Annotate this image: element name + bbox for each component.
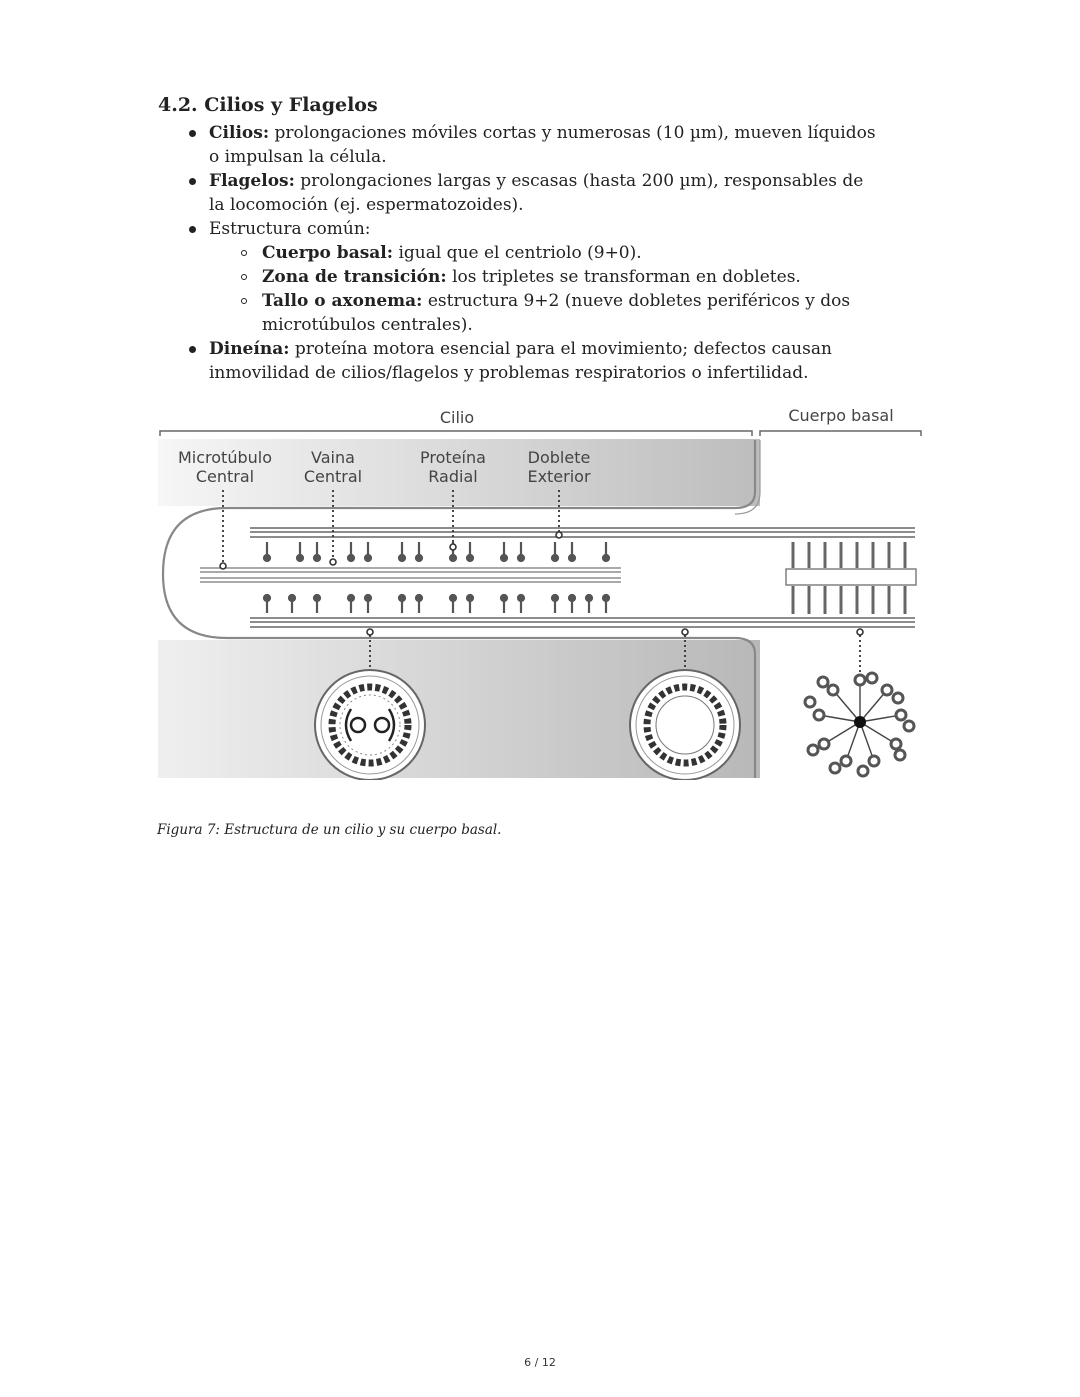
label-microtubulo-1: Microtúbulo (177, 448, 273, 467)
text-dineina: proteína motora esencial para el movimiento; defectos causan inmovilidad de cilios/flagelos y problemas respiratorios o infertilidad. (209, 339, 832, 383)
term-cuerpo-basal: Cuerpo basal: (262, 243, 394, 263)
text-cilios: prolongaciones móviles cortas y numerosas (10 µm), mueven líquidos o impulsan la célula. (209, 123, 876, 167)
pointer-ends-bottom (367, 629, 863, 635)
label-doblete-1: Doblete (527, 448, 591, 467)
section-heading: 4.2. Cilios y Flagelos (158, 94, 378, 116)
figure-caption: Figura 7: Estructura de un cilio y su cuerpo basal. (157, 822, 502, 838)
label-doblete-2: Exterior (527, 467, 591, 486)
cross-section-axoneme (315, 670, 425, 780)
central-microtubules (200, 568, 621, 582)
text-cuerpo-basal: igual que el centriolo (9+0). (398, 243, 642, 263)
radial-spokes-bottom (264, 595, 609, 613)
text-flagelos: prolongaciones largas y escasas (hasta 200 µm), responsables de la locomoción (ej. espermatozoides). (209, 171, 864, 215)
text-estructura: Estructura común: (209, 219, 371, 239)
term-cilios: Cilios: (209, 123, 270, 143)
term-flagelos: Flagelos: (209, 171, 295, 191)
term-zona-transicion: Zona de transición: (262, 267, 447, 287)
term-dineina: Dineína: (209, 339, 290, 359)
cross-section-basal-body (805, 673, 914, 776)
list-item-dineina (160, 337, 880, 385)
text-tallo: estructura 9+2 (nueve dobletes periféricos y dos microtúbulos centrales). (262, 291, 851, 335)
label-proteina-2: Radial (428, 467, 478, 486)
list-item-cilios (160, 121, 880, 169)
radial-spokes-top (264, 542, 609, 561)
label-cilio: Cilio (439, 408, 475, 427)
list-item-flagelos (160, 169, 880, 217)
bullet-list (160, 121, 880, 385)
cuerpo-basal-bracket (760, 431, 921, 436)
cross-section-transition-zone (630, 670, 740, 780)
sub-list (209, 241, 880, 337)
label-cuerpo-basal: Cuerpo basal (788, 406, 894, 425)
page-number: 6 / 12 (524, 1356, 556, 1369)
sub-item-cuerpo-basal (209, 241, 880, 265)
cilium-figure (155, 402, 925, 780)
cilio-bracket (160, 431, 752, 436)
label-vaina-2: Central (303, 467, 363, 486)
sub-item-tallo (209, 289, 880, 337)
text-zona-transicion: los tripletes se transforman en dobletes. (452, 267, 801, 287)
label-proteina-1: Proteína (420, 448, 486, 467)
list-item-estructura (160, 217, 880, 337)
outer-doublet-bottom (250, 618, 915, 627)
label-microtubulo-2: Central (195, 467, 255, 486)
cilium-diagram (155, 402, 925, 780)
label-vaina-1: Vaina (311, 448, 355, 467)
sub-item-zona-transicion (209, 265, 880, 289)
term-tallo: Tallo o axonema: (262, 291, 423, 311)
basal-plate (786, 569, 916, 585)
outer-doublet-top (250, 528, 915, 537)
